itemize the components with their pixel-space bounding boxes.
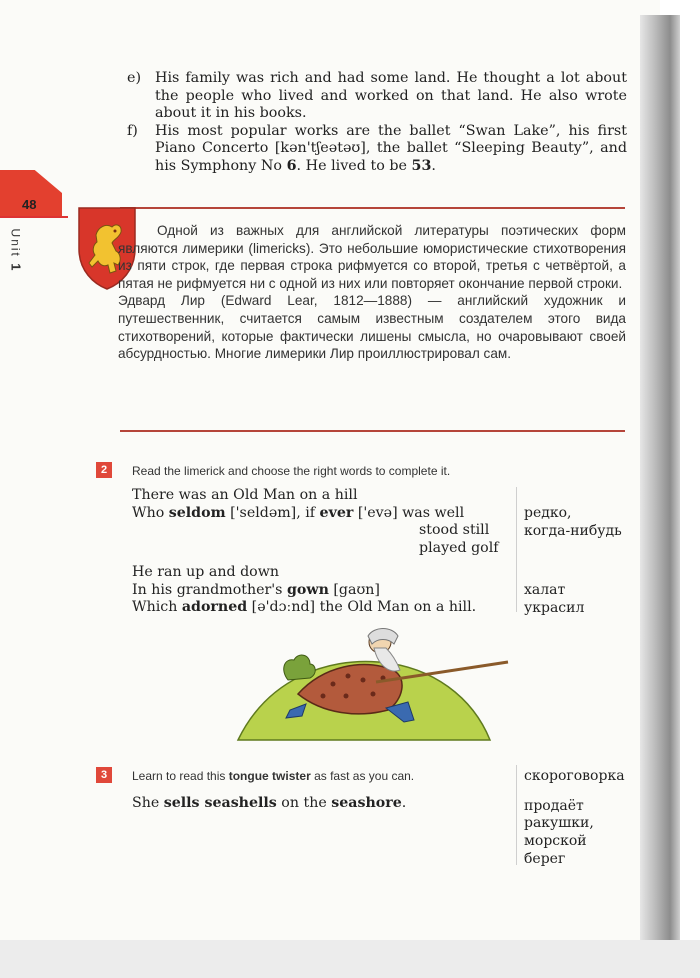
facts-list [127, 70, 627, 175]
gloss-item: ракушки, [524, 815, 594, 832]
poem-line [132, 582, 499, 600]
info-top-rule [120, 207, 625, 209]
gloss-item: скороговорка [524, 768, 625, 784]
unit-label [9, 221, 24, 281]
info-box-text [118, 222, 626, 363]
gloss-gap [524, 786, 625, 798]
gloss-divider [516, 765, 517, 865]
list-item-label: e) [127, 70, 142, 86]
twister-text: on the [276, 795, 332, 811]
info-bottom-rule [120, 430, 625, 432]
vocab-word-seldom: seldom [168, 504, 226, 521]
limerick-poem [132, 487, 499, 617]
age-number: 53 [411, 157, 432, 174]
poem-option-stood-still[interactable]: stood still [419, 522, 490, 539]
gloss-item: редко, [524, 505, 572, 521]
poem-text: Which [132, 599, 182, 616]
poem-option-played-golf[interactable]: played golf [419, 540, 499, 557]
poem-text: [ə'dɔːnd] the Old Man on a hill. [247, 599, 477, 616]
list-item-text: . [431, 157, 436, 174]
gloss-item: халат [524, 582, 566, 599]
gloss-gap [524, 540, 622, 582]
symphony-number: 6 [286, 157, 297, 174]
instruction-text: Learn to read this [132, 769, 229, 783]
exercise-3-instruction [132, 769, 414, 783]
gloss-item: берег [524, 850, 566, 867]
tab-underline [0, 216, 68, 218]
old-man-illustration [228, 618, 518, 748]
list-item [127, 70, 627, 123]
poem-text: ['seldəm], if [225, 504, 320, 521]
unit-number: 1 [8, 263, 24, 273]
twister-text: . [401, 795, 407, 811]
list-item-label: f) [127, 122, 138, 139]
unit-word: Unit [8, 228, 23, 258]
instruction-text: as fast as you can. [310, 769, 415, 783]
poem-text: In his grandmother's [132, 581, 287, 598]
info-paragraph-lear: Эдвард Лир (Edward Lear, 1812—1888) — английский художник и путешественник, считается самым известным создателем этого вида стихотворений, которые фактически лишены смысла, но очаровывают своей абсурдностью. Многие лимерики Лир проиллюстрировал сам. [118, 293, 626, 362]
gloss-item: когда-нибудь [524, 522, 622, 539]
vocab-word-adorned: adorned [181, 599, 248, 616]
info-paragraph-limericks: Одной из важных для английской литературы поэтических форм являются лимерики (limericks). Это небольшие юмористические стихотворения из пяти строк, где первая строка рифмуется со второй, третья с четвёртой, а пятая не рифмуется ни с одной из них или повторяет окончание первой строки. [118, 223, 626, 291]
gloss-divider [516, 487, 517, 612]
page-bottom-edge [0, 940, 700, 978]
exercise-2-instruction: Read the limerick and choose the right words to complete it. [132, 464, 451, 478]
gloss-item: морской [524, 833, 587, 850]
poem-text: [gaʊn] [328, 581, 380, 598]
poem-line [132, 599, 499, 617]
gloss-column-3 [524, 768, 625, 869]
poem-option-was-well[interactable]: ['evə] was well [353, 504, 465, 521]
list-item-text: . He lived to be [296, 157, 412, 174]
twister-text: She [132, 795, 164, 811]
poem-line: There was an Old Man on a hill [132, 487, 358, 503]
vocab-word-ever: ever [319, 504, 354, 521]
poem-text: Who [132, 504, 169, 521]
list-item [127, 123, 627, 176]
poem-line [132, 505, 499, 523]
tongue-twister [132, 795, 406, 811]
exercise-3-badge: 3 [96, 767, 112, 783]
page-number: 48 [22, 197, 37, 212]
exercise-2-badge: 2 [96, 462, 112, 478]
poem-line: He ran up and down [132, 563, 279, 580]
instruction-keyword: tongue twister [228, 769, 311, 783]
vocab-word-seashore: seashore [331, 795, 402, 811]
vocab-word-sells-seashells: sells seashells [163, 795, 277, 811]
list-item-text: His family was rich and had some land. He thought a lot about the people who lived and worked on that land. He also wrote about it in his books. [155, 70, 627, 121]
book-spine-shadow [640, 15, 680, 945]
vocab-word-gown: gown [286, 581, 329, 598]
gloss-column [524, 505, 622, 618]
list-item-text: His most popular works are the ballet “Swan Lake”, his first Piano Concerto [kən'tʃeətəʊ], the ballet “Sleeping Beauty”, and his Symphony No [155, 122, 627, 174]
gloss-item: украсил [524, 600, 585, 617]
gloss-item: продаёт [524, 797, 584, 814]
